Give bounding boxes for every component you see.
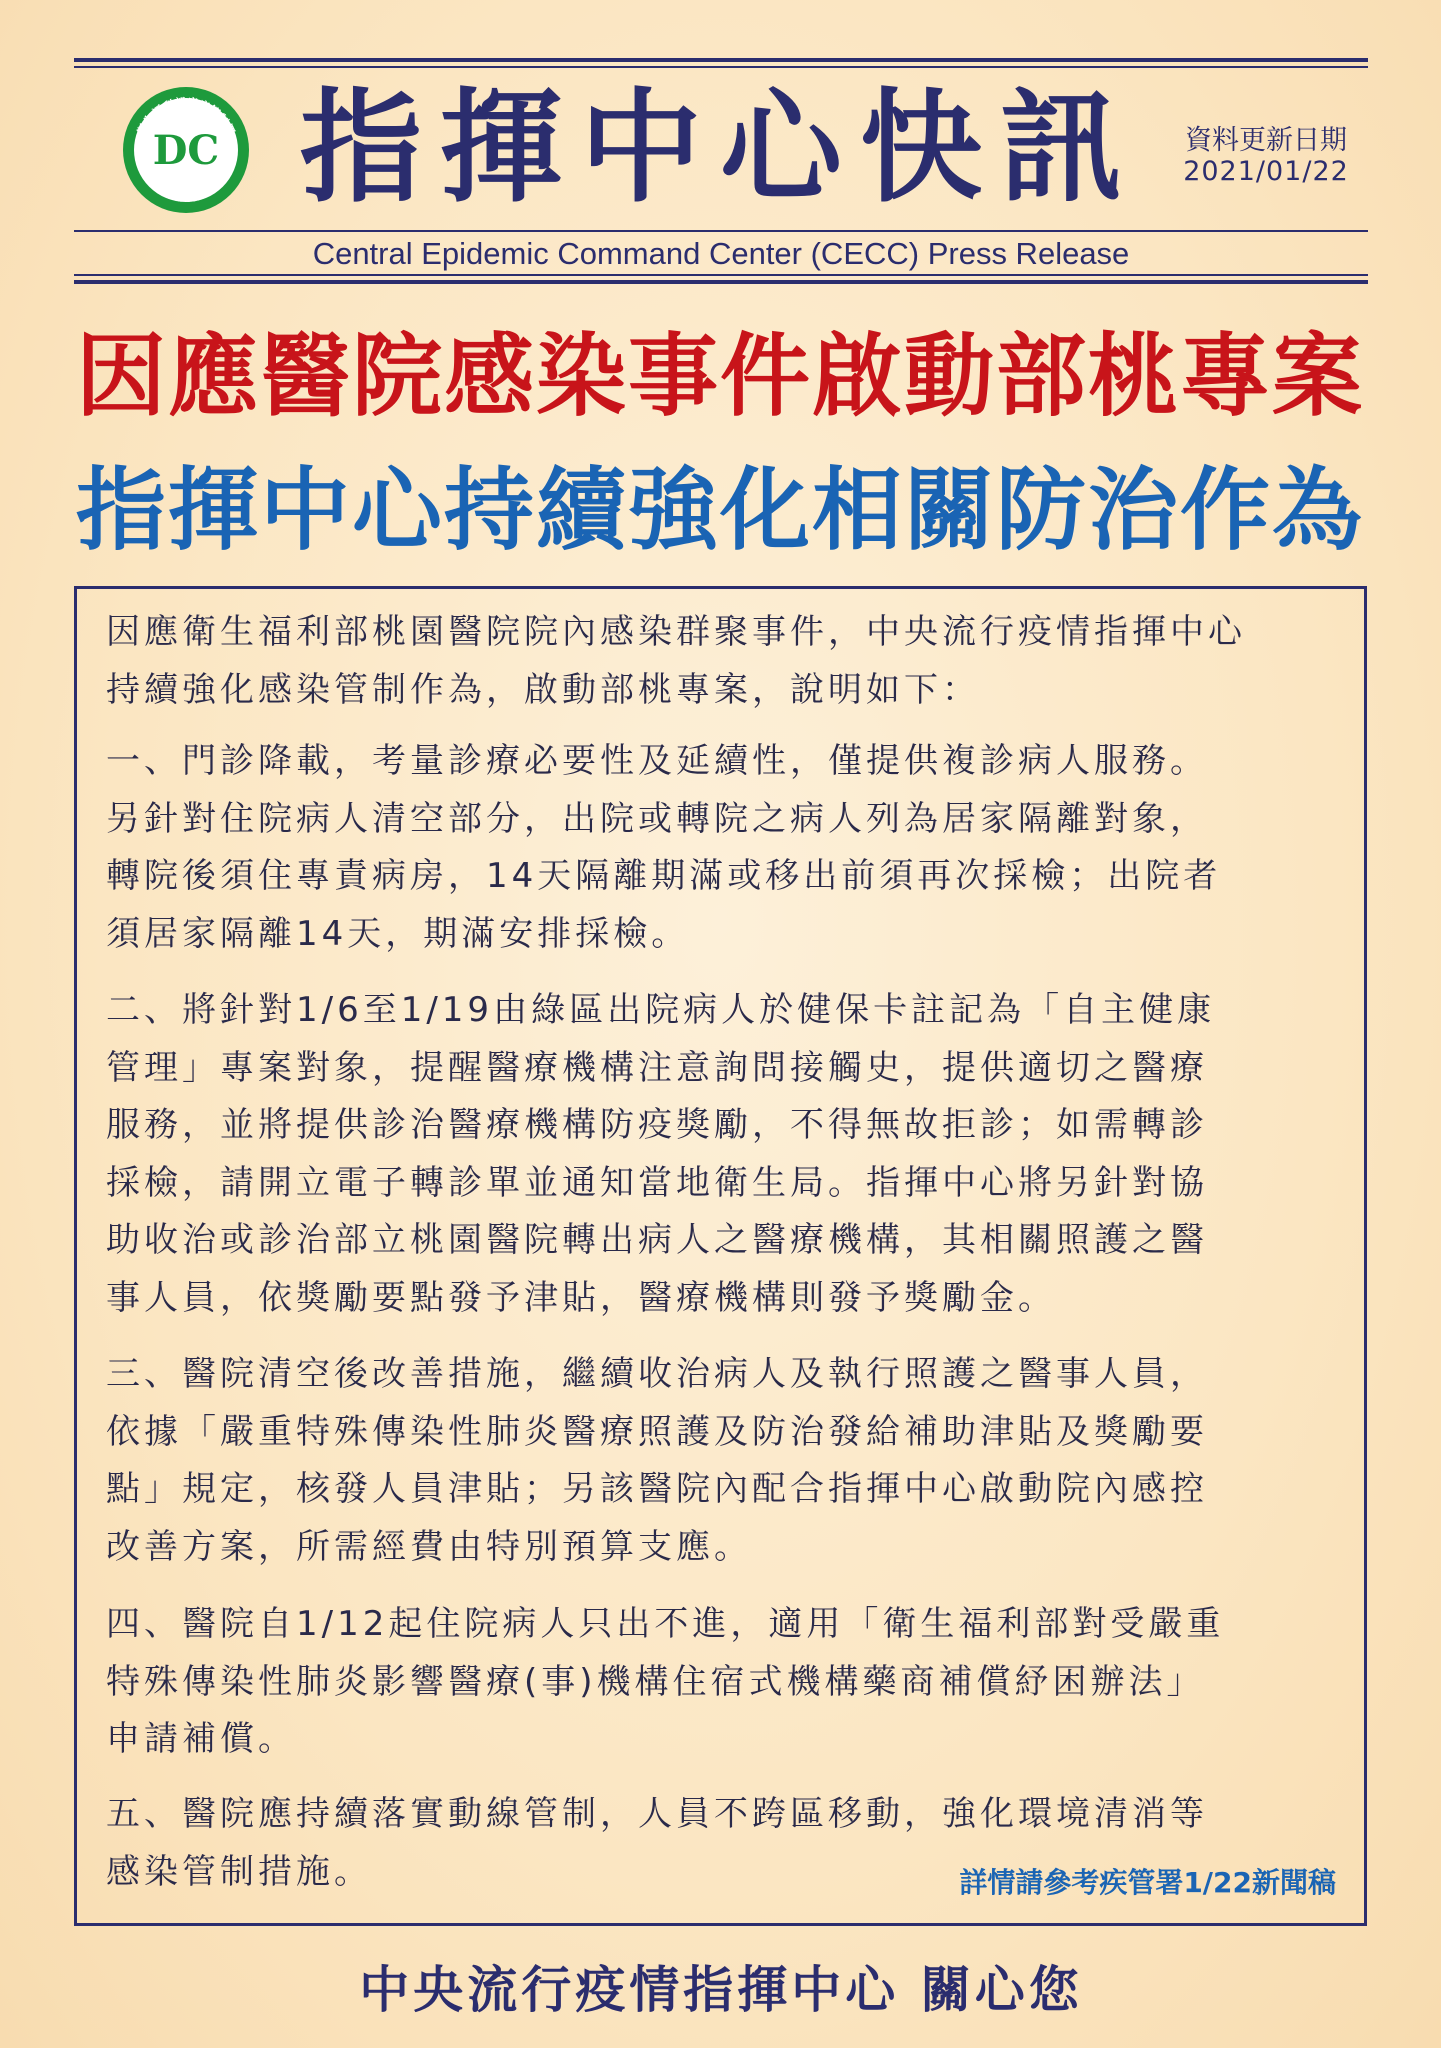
item-2 bbox=[106, 982, 1336, 1327]
item-3 bbox=[106, 1346, 1336, 1576]
intro-paragraph bbox=[106, 604, 1336, 719]
item-1 bbox=[106, 733, 1336, 963]
page-title: 指揮中心快訊 bbox=[300, 77, 1140, 219]
item-3-line: 三、醫院清空後改善措施，繼續收治病人及執行照護之醫事人員， bbox=[106, 1354, 1208, 1394]
item-2-line: 管理」專案對象，提醒醫療機構注意詢問接觸史，提供適切之醫療 bbox=[106, 1047, 1208, 1088]
item-1-line: 須居家隔離14天，期滿安排採檢。 bbox=[106, 913, 690, 954]
header-mid-rule bbox=[74, 230, 1368, 232]
item-1-line: 轉院後須住專責病房，14天隔離期滿或移出前須再次採檢；出院者 bbox=[106, 856, 1222, 896]
header-bottom-rule-thin bbox=[74, 274, 1368, 276]
item-2-line: 助收治或診治部立桃園醫院轉出病人之醫療機構，其相關照護之醫 bbox=[106, 1220, 1208, 1260]
item-1-line: 另針對住院病人清空部分，出院或轉院之病人列為居家隔離對象， bbox=[106, 798, 1208, 839]
logo-monogram: DC bbox=[152, 127, 220, 174]
cdc-logo bbox=[120, 84, 252, 216]
reference-note: 詳情請參考疾管署1/22新聞稿 bbox=[959, 1866, 1336, 1899]
headline-primary: 因應醫院感染事件啟動部桃專案 bbox=[76, 324, 1364, 429]
footer-signature: 中央流行疫情指揮中心 關心您 bbox=[359, 1961, 1083, 2019]
item-3-line: 依據「嚴重特殊傳染性肺炎醫療照護及防治發給補助津貼及獎勵要 bbox=[106, 1411, 1208, 1452]
item-2-line: 二、將針對1/6至1/19由綠區出院病人於健保卡註記為「自主健康 bbox=[106, 990, 1216, 1030]
item-4-line: 四、醫院自1/12起住院病人只出不進，適用「衛生福利部對受嚴重 bbox=[106, 1604, 1225, 1644]
header-subtitle: Central Epidemic Command Center (CECC) Press Release bbox=[312, 236, 1130, 271]
header-top-rule-thin bbox=[74, 66, 1368, 68]
item-2-line: 事人員，依獎勵要點發予津貼，醫療機構則發予獎勵金。 bbox=[106, 1277, 1056, 1318]
header-top-rule-thick bbox=[74, 58, 1368, 62]
item-2-line: 採檢，請開立電子轉診單並通知當地衛生局。指揮中心將另針對協 bbox=[106, 1162, 1208, 1203]
intro-line: 持續強化感染管制作為，啟動部桃專案，說明如下： bbox=[106, 669, 980, 710]
date-label: 資料更新日期 bbox=[1185, 125, 1347, 156]
item-1-line: 一、門診降載，考量診療必要性及延續性，僅提供複診病人服務。 bbox=[106, 741, 1208, 781]
logo-text-bottom: Centers for Disease Control bbox=[136, 164, 236, 206]
date-value: 2021/01/22 bbox=[1183, 156, 1349, 187]
item-4-line: 申請補償。 bbox=[106, 1719, 296, 1759]
headline-secondary: 指揮中心持續強化相關防治作為 bbox=[76, 458, 1364, 563]
item-4-line: 特殊傳染性肺炎影響醫療(事)機構住宿式機構藥商補償紓困辦法」 bbox=[106, 1661, 1205, 1702]
item-4 bbox=[106, 1596, 1336, 1769]
intro-line: 因應衛生福利部桃園醫院院內感染群聚事件，中央流行疫情指揮中心 bbox=[106, 612, 1246, 652]
item-3-line: 改善方案，所需經費由特別預算支應。 bbox=[106, 1526, 752, 1567]
item-3-line: 點」規定，核發人員津貼；另該醫院內配合指揮中心啟動院內感控 bbox=[106, 1469, 1208, 1509]
item-5-line: 感染管制措施。 bbox=[106, 1851, 372, 1892]
item-5-line: 五、醫院應持續落實動線管制，人員不跨區移動，強化環境清消等 bbox=[106, 1794, 1208, 1834]
item-2-line: 服務，並將提供診治醫療機構防疫獎勵，不得無故拒診；如需轉診 bbox=[106, 1105, 1208, 1145]
header-bottom-rule-thick bbox=[74, 280, 1368, 284]
logo-text-top: 衛生福利部疾病管制署 bbox=[134, 95, 238, 138]
